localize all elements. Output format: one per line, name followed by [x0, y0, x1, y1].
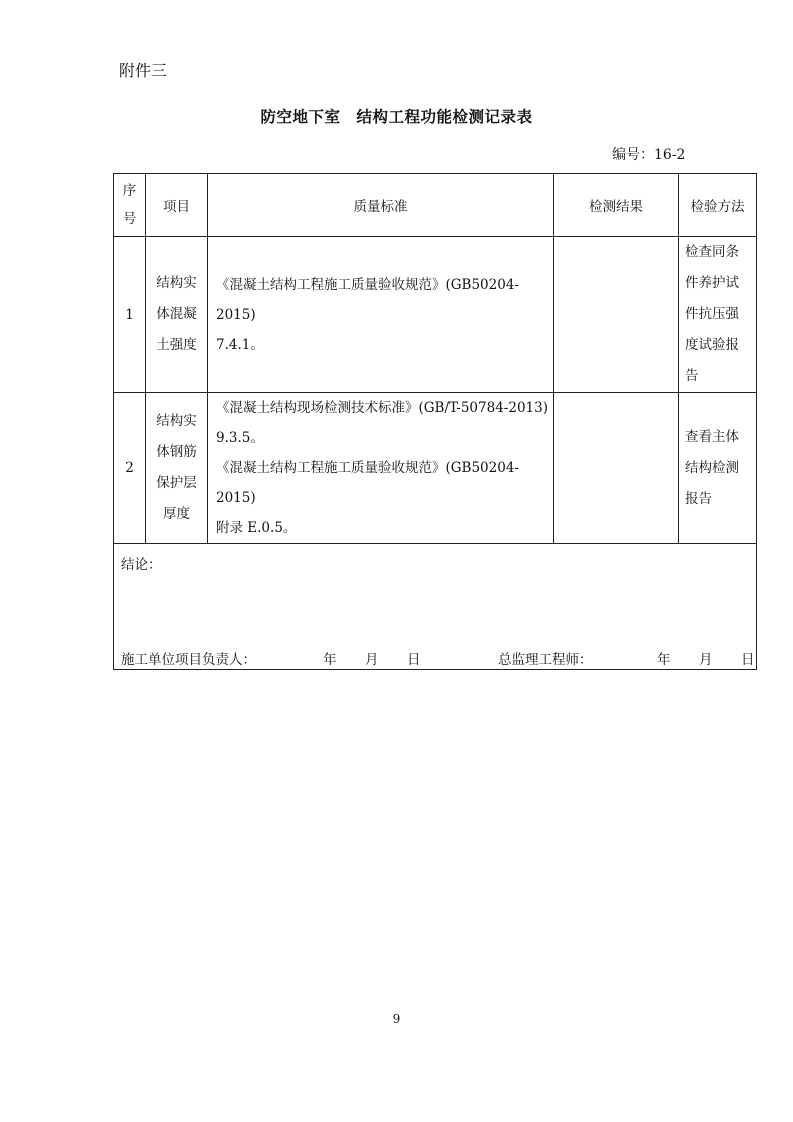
row-method: 查看主体 结构检测 报告: [679, 393, 757, 544]
contractor-month: 月: [365, 652, 379, 668]
page-number: 9: [392, 1012, 401, 1026]
supervisor-day: 日: [741, 652, 755, 668]
title-part-2: 结构工程功能检测记录表: [356, 108, 533, 126]
row-result[interactable]: [554, 237, 679, 393]
table-header-row: [114, 174, 757, 237]
table-row: [114, 237, 757, 393]
header-result: 检测结果: [554, 174, 679, 237]
row-standard: 《混凝土结构工程施工质量验收规范》(GB50204-2015) 7.4.1。: [208, 237, 554, 393]
conclusion-label: 结论：: [121, 557, 162, 573]
contractor-day: 日: [407, 652, 421, 668]
conclusion-cell[interactable]: [114, 544, 757, 670]
row-seq: 1: [114, 237, 146, 393]
row-result[interactable]: [554, 393, 679, 544]
header-standard: 质量标准: [208, 174, 554, 237]
document-title: [0, 105, 793, 127]
row-method: 检查同条 件养护试 件抗压强 度试验报 告: [679, 237, 757, 393]
row-item: 结构实 体混凝 土强度: [146, 237, 208, 393]
conclusion-row: [114, 544, 757, 670]
row-item: 结构实 体钢筋 保护层 厚度: [146, 393, 208, 544]
supervisor-signature-label: 总监理工程师：: [498, 652, 593, 668]
row-standard: 《混凝土结构现场检测技术标准》(GB/T-50784-2013) 9.3.5。 《混凝土结构工程施工质量验收规范》(GB50204-2015) 附录 E.0.5。: [208, 393, 554, 544]
header-item: 项目: [146, 174, 208, 237]
header-method: 检验方法: [679, 174, 757, 237]
document-number: 编号：16-2: [612, 147, 686, 163]
contractor-signature-label: 施工单位项目负责人：: [121, 652, 256, 668]
inspection-record-table: [113, 173, 757, 670]
annex-label: 附件三: [119, 61, 168, 80]
supervisor-month: 月: [699, 652, 713, 668]
supervisor-year: 年: [657, 652, 671, 668]
contractor-year: 年: [323, 652, 337, 668]
table-row: [114, 393, 757, 544]
row-seq: 2: [114, 393, 146, 544]
header-seq: 序 号: [114, 174, 146, 237]
title-part-1: 防空地下室: [260, 108, 341, 126]
